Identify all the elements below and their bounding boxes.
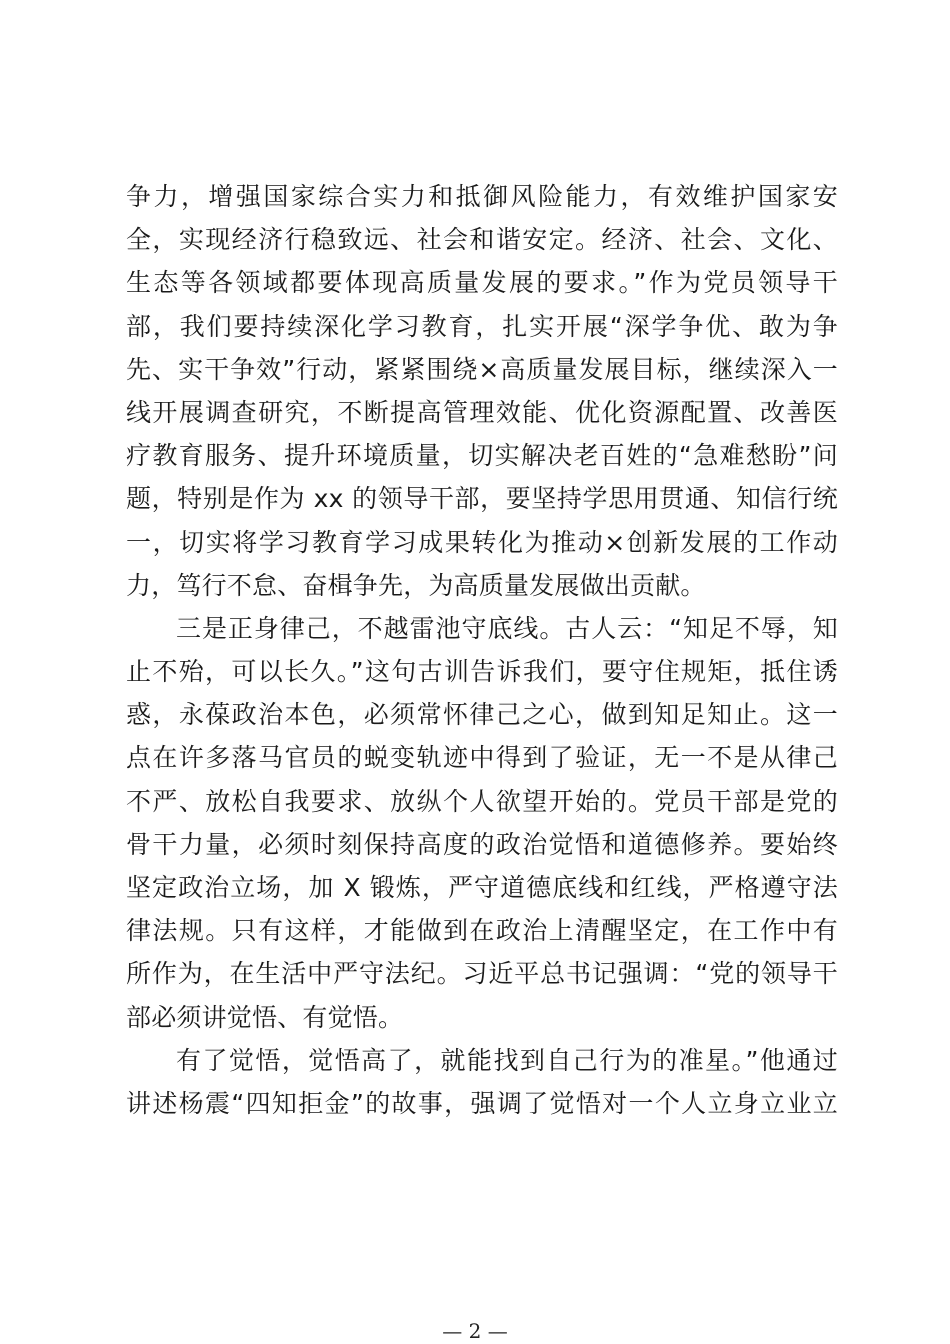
page-number: — 2 — bbox=[442, 1319, 508, 1343]
text-line: 所作为，在生活中严守法纪。习近平总书记强调：“党的领导干 bbox=[126, 959, 838, 989]
text-line: 争力，增强国家综合实力和抵御风险能力，有效维护国家安 bbox=[126, 182, 838, 211]
text-line: 讲述杨震“四知拒金”的故事，强调了觉悟对一个人立身立业立 bbox=[126, 1088, 838, 1118]
text-line: 律法规。只有这样，才能做到在政治上清醒坚定，在工作中有 bbox=[126, 916, 838, 946]
text-line: 线开展调查研究，不断提高管理效能、优化资源配置、改善医 bbox=[126, 397, 838, 427]
text-line-paragraph-end: 部必须讲觉悟、有觉悟。 bbox=[126, 1002, 404, 1032]
text-line: 疗教育服务、提升环境质量，切实解决老百姓的“急难愁盼”问 bbox=[126, 441, 838, 471]
text-line-paragraph-end: 力，笃行不怠、奋楫争先，为高质量发展做出贡献。 bbox=[126, 570, 706, 600]
text-line: 点在许多落马官员的蜕变轨迹中得到了验证，无一不是从律己 bbox=[126, 743, 838, 773]
text-line: 生态等各领域都要体现高质量发展的要求。”作为党员领导干 bbox=[126, 268, 838, 298]
text-line: 骨干力量，必须时刻保持高度的政治觉悟和道德修养。要始终 bbox=[126, 829, 838, 859]
text-line: 全，实现经济行稳致远、社会和谐安定。经济、社会、文化、 bbox=[126, 225, 838, 255]
text-line: 不严、放松自我要求、放纵个人欲望开始的。党员干部是党的 bbox=[126, 786, 838, 816]
text-line: 题，特别是作为 xx 的领导干部，要坚持学思用贯通、知信行统 bbox=[126, 484, 838, 514]
text-line: 止不殆，可以长久。”这句古训告诉我们，要守住规矩，抵住诱 bbox=[126, 657, 838, 687]
document-body bbox=[126, 175, 838, 1125]
text-line: 一，切实将学习教育学习成果转化为推动×创新发展的工作动 bbox=[126, 527, 838, 557]
text-line: 坚定政治立场，加 X 锻炼，严守道德底线和红线，严格遵守法 bbox=[126, 873, 838, 902]
text-line-paragraph-start: 三是正身律己，不越雷池守底线。古人云：“知足不辱，知 bbox=[176, 613, 838, 643]
text-line: 部，我们要持续深化学习教育，扎实开展“深学争优、敢为争 bbox=[126, 311, 838, 341]
text-line: 先、实干争效”行动，紧紧围绕×高质量发展目标，继续深入一 bbox=[126, 354, 838, 384]
text-line: 惑，永葆政治本色，必须常怀律己之心，做到知足知止。这一 bbox=[126, 700, 838, 730]
text-line-paragraph-start: 有了觉悟，觉悟高了，就能找到自己行为的准星。”他通过 bbox=[176, 1045, 838, 1075]
